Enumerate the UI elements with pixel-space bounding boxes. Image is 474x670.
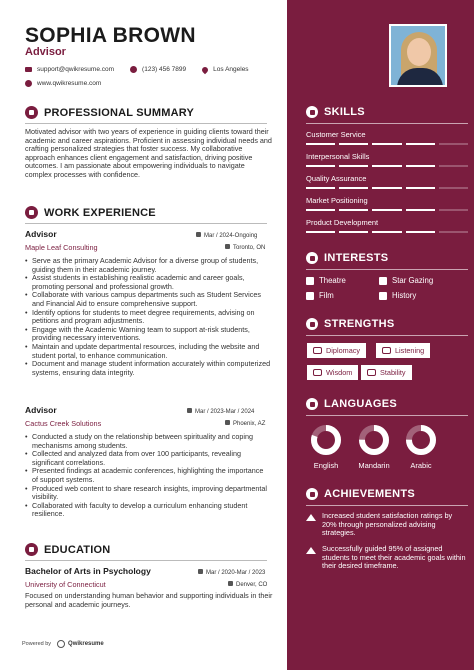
strength-label: Listening — [395, 346, 425, 355]
education-heading — [25, 543, 110, 556]
achievement-icon — [306, 547, 316, 554]
experience-divider — [25, 223, 267, 224]
job-2-location — [225, 420, 265, 427]
summary-heading-text: PROFESSIONAL SUMMARY — [44, 106, 195, 119]
job-1-location — [225, 244, 265, 251]
languages-heading — [306, 398, 397, 410]
pin-icon — [225, 420, 230, 425]
language-item — [354, 424, 394, 470]
interest-label: Star Gazing — [392, 276, 434, 285]
job-1-bullets — [25, 257, 271, 377]
interest-label: Theatre — [319, 276, 346, 285]
interest-star-gazing — [379, 276, 433, 285]
list-item: • Conducted a study on the relationship between spirituality and coping mechanisms among students. — [25, 433, 271, 450]
language-item — [401, 424, 441, 470]
skill-level-bar — [306, 143, 468, 145]
skill-level-bar — [306, 231, 468, 233]
strength-tag — [361, 365, 412, 380]
skill-item — [306, 130, 468, 145]
list-item: • Identify options for students to meet degree requirements, advising on petitions and program adjustments. — [25, 309, 271, 326]
job-2-bullets — [25, 433, 271, 519]
language-icon — [306, 398, 318, 410]
job-2-dates-text: Mar / 2023-Mar / 2024 — [195, 409, 255, 415]
interest-history — [379, 291, 416, 300]
strength-tag — [376, 343, 430, 358]
education-location-text: Denver, CO — [236, 582, 268, 588]
pin-icon — [228, 581, 233, 586]
education-divider — [25, 560, 267, 561]
skill-label: Market Positioning — [306, 196, 368, 205]
contact-location: Los Angeles — [213, 66, 249, 73]
interests-heading — [306, 252, 388, 264]
contact-email[interactable]: support@qwikresume.com — [37, 66, 115, 73]
handshake-icon — [313, 347, 322, 354]
languages-divider — [306, 415, 468, 416]
skill-level-segment — [439, 165, 468, 167]
achievements-heading-text: ACHIEVEMENTS — [324, 488, 415, 500]
experience-heading-text: WORK EXPERIENCE — [44, 206, 156, 219]
education-school: University of Connecticut — [25, 580, 106, 589]
job-1-location-text: Toronto, ON — [233, 245, 266, 251]
language-name: Arabic — [410, 461, 432, 470]
strength-tag — [307, 343, 366, 358]
candidate-name: SOPHIA BROWN — [25, 24, 196, 47]
briefcase-icon — [25, 206, 38, 219]
achievement-item — [306, 512, 466, 538]
skill-level-segment — [406, 231, 435, 233]
skill-level-bar — [306, 165, 468, 167]
calendar-icon — [187, 408, 192, 413]
headphones-icon — [382, 347, 391, 354]
skill-level-segment — [372, 143, 401, 145]
strength-label: Wisdom — [326, 368, 353, 377]
contact-row — [25, 66, 249, 73]
skill-level-segment — [372, 231, 401, 233]
skill-level-segment — [439, 231, 468, 233]
list-item: • Engage with the Academic Warning team to support at-risk students, providing necessary interventions. — [25, 326, 271, 343]
experience-heading — [25, 206, 156, 219]
skill-level-segment — [339, 187, 368, 189]
pin-icon — [225, 244, 230, 249]
skill-item — [306, 218, 468, 233]
skill-item — [306, 196, 468, 211]
list-item: • Produced web content to share research insights, improving departmental visibility. — [25, 485, 271, 502]
achievement-icon — [306, 514, 316, 521]
website-row — [25, 80, 101, 87]
globe-icon — [25, 80, 32, 87]
education-degree: Bachelor of Arts in Psychology — [25, 566, 151, 576]
job-2-company: Cactus Creek Solutions — [25, 419, 102, 428]
footer — [22, 640, 104, 648]
achievement-item — [306, 545, 466, 571]
skill-level-segment — [406, 187, 435, 189]
interests-divider — [306, 269, 468, 270]
skill-label: Quality Assurance — [306, 174, 367, 183]
list-item: • Document and manage student information accurately within computerized systems, ensuring data integrity. — [25, 360, 271, 377]
skill-level-segment — [372, 165, 401, 167]
skill-level-segment — [372, 209, 401, 211]
languages-heading-text: LANGUAGES — [324, 398, 397, 410]
language-name: English — [313, 461, 339, 470]
history-icon — [379, 292, 387, 300]
interest-label: History — [392, 291, 417, 300]
language-level-ring — [358, 424, 390, 456]
summary-icon — [25, 106, 38, 119]
qwikresume-logo-icon — [57, 640, 65, 648]
skill-level-segment — [339, 165, 368, 167]
skills-heading — [306, 106, 365, 118]
skill-label: Customer Service — [306, 130, 366, 139]
education-dates-text: Mar / 2020-Mar / 2023 — [206, 570, 266, 576]
language-level-ring — [405, 424, 437, 456]
location-icon — [201, 65, 209, 73]
theatre-icon — [306, 277, 314, 285]
language-level-ring — [310, 424, 342, 456]
strength-label: Stability — [380, 368, 406, 377]
footer-powered-text: Powered by — [22, 641, 52, 647]
list-item: • Presented findings at academic conferences, highlighting the importance of support systems. — [25, 467, 271, 484]
medal-icon — [306, 318, 318, 330]
calendar-icon — [196, 232, 201, 237]
skill-label: Interpersonal Skills — [306, 152, 370, 161]
language-item — [306, 424, 346, 470]
book-icon — [313, 369, 322, 376]
list-item: • Assist students in establishing realistic academic and career goals, promoting personal and professional growth. — [25, 274, 271, 291]
skills-heading-text: SKILLS — [324, 106, 365, 118]
film-icon — [306, 292, 314, 300]
strength-tag — [307, 365, 358, 380]
skill-level-segment — [439, 187, 468, 189]
contact-website[interactable]: www.qwikresume.com — [37, 80, 102, 87]
heart-icon — [306, 252, 318, 264]
skill-level-segment — [406, 165, 435, 167]
skill-level-segment — [306, 209, 335, 211]
job-2-dates — [187, 408, 254, 415]
calendar-icon — [198, 569, 203, 574]
list-item: • Maintain and update departmental resources, including the website and student portal, to enhance communication. — [25, 343, 271, 360]
job-1-dates-text: Mar / 2024-Ongoing — [204, 233, 258, 239]
footer-brand[interactable]: Qwikresume — [68, 641, 104, 647]
skill-label: Product Development — [306, 218, 379, 227]
skill-level-segment — [306, 231, 335, 233]
skill-level-segment — [439, 143, 468, 145]
skill-item — [306, 174, 468, 189]
interests-heading-text: INTERESTS — [324, 252, 389, 264]
skill-level-segment — [339, 143, 368, 145]
achievement-text: Successfully guided 95% of assigned students to meet their academic goals within their desired timeframe. — [322, 544, 466, 571]
interest-theatre — [306, 276, 346, 285]
achievements-divider — [306, 505, 468, 506]
summary-divider — [25, 123, 267, 124]
education-location — [228, 581, 267, 588]
strengths-heading-text: STRENGTHS — [324, 318, 395, 330]
skill-item — [306, 152, 468, 167]
education-text: Focused on understanding human behavior and supporting individuals in their personal and academic journeys. — [25, 591, 273, 609]
achievements-heading — [306, 488, 415, 500]
skill-level-segment — [406, 209, 435, 211]
list-item: • Collaborate with various campus departments such as Student Services and Financial Aid to ensure comprehensive support. — [25, 291, 271, 308]
job-2-title: Advisor — [25, 405, 57, 415]
language-name: Mandarin — [358, 461, 390, 470]
contact-phone[interactable]: (123) 456 7899 — [142, 66, 187, 73]
strength-label: Diplomacy — [326, 346, 361, 355]
skill-level-segment — [339, 231, 368, 233]
skills-divider — [306, 123, 468, 124]
mail-icon — [25, 67, 32, 72]
education-dates — [198, 569, 265, 576]
job-2-location-text: Phoenix, AZ — [233, 421, 266, 427]
lightbulb-icon — [306, 106, 318, 118]
skill-level-segment — [339, 209, 368, 211]
strengths-heading — [306, 318, 395, 330]
strengths-divider — [306, 335, 468, 336]
summary-text: Motivated advisor with two years of experience in guiding clients toward their academic and career aspirations. Proficient in assessing individual needs and crafting personalized strategies that foster success. My collaborative approach enhances client engagement and satisfaction, driving positive outcomes. I am passionate about empowering individuals to navigate complex processes with confidence. — [25, 127, 272, 179]
profile-photo — [389, 24, 447, 87]
interest-film — [306, 291, 334, 300]
job-1-dates — [196, 232, 257, 239]
skill-level-segment — [439, 209, 468, 211]
skill-level-segment — [306, 165, 335, 167]
job-1-company: Maple Leaf Consulting — [25, 243, 98, 252]
skill-level-segment — [306, 187, 335, 189]
telescope-icon — [379, 277, 387, 285]
candidate-role: Advisor — [25, 46, 66, 58]
anchor-icon — [367, 369, 376, 376]
skill-level-bar — [306, 209, 468, 211]
interest-label: Film — [319, 291, 334, 300]
summary-heading — [25, 106, 194, 119]
list-item: • Serve as the primary Academic Advisor for a diverse group of students, guiding them in their academic journey. — [25, 257, 271, 274]
skill-level-segment — [406, 143, 435, 145]
achievement-text: Increased student satisfaction ratings by 20% through personalized advising strategies. — [322, 511, 453, 538]
skill-level-segment — [372, 187, 401, 189]
skill-level-segment — [306, 143, 335, 145]
list-item: • Collected and analyzed data from over 100 participants, revealing significant correlations. — [25, 450, 271, 467]
phone-icon — [130, 66, 137, 73]
skill-level-bar — [306, 187, 468, 189]
graduation-cap-icon — [25, 543, 38, 556]
job-1-title: Advisor — [25, 229, 57, 239]
trophy-icon — [306, 488, 318, 500]
list-item: • Collaborated with faculty to develop a curriculum enhancing student resilience. — [25, 502, 271, 519]
education-heading-text: EDUCATION — [44, 543, 111, 556]
